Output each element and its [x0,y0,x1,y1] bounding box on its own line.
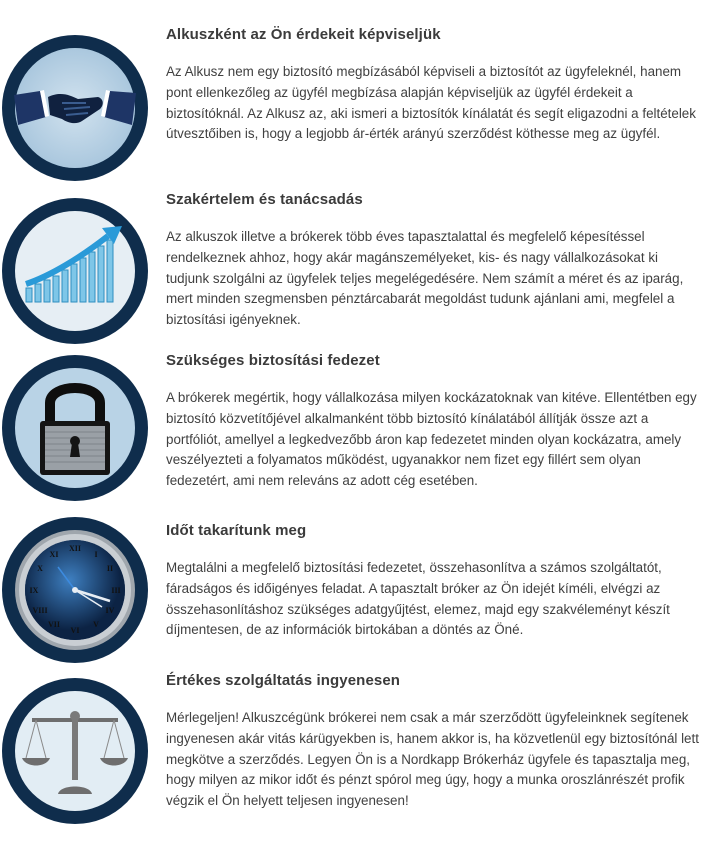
padlock-icon [0,353,150,503]
section-body: Megtalálni a megfelelő biztosítási fedezetet, összehasonlítva a számos szolgáltatót, fáradságos és időigényes feladat. A tapasztalt bróker az Ön idejét kíméli, elvégzi az összehasonlításhoz szükséges adatgyűjtést, elemez, majd egy szakvéleményt készít díjmentesen, de az információk birtokában a döntés az Öné. [166,560,670,638]
section-body: Az alkuszok illetve a brókerek több éves tapasztalattal és megfelelő képesítéssel rendelkeznek ahhoz, hogy akár magánszemélyeket, kis- és nagy vállalkozásokat ki tudjunk szolgálni az ügyfelek teljes megelégedésére. Nem számít a méret és az iparág, mert minden szegmensben pénztárcabarát megoldást tudunk ajánlani ami, megfelel a biztosítási igényeknek. [166,229,684,328]
svg-text:X: X [37,564,43,573]
section-title: Szükséges biztosítási fedezet [166,352,380,369]
section-title: Értékes szolgáltatás ingyenesen [166,672,401,689]
svg-text:V: V [93,620,99,629]
svg-text:VI: VI [70,626,80,635]
svg-text:XI: XI [49,550,59,559]
growth-chart-icon [0,196,150,346]
svg-text:I: I [94,550,98,559]
clock-icon [0,515,150,665]
svg-text:IX: IX [29,586,39,595]
section-body: Az Alkusz nem egy biztosító megbízásából képviseli a biztosítót az ügyfeleknél, hanem pont ellenkezőleg az ügyfél megbízása alapján képviseljük az ügyfél érdekeit a biztosítóknál. Az Alkusz az, aki ismeri a biztosítók kínálatát és segít eligazodni a feltételek útvesztőiben is, hogy a legjobb ár-érték arányú szerződést köthesse meg az ügyfél. [166,64,696,142]
svg-text:IV: IV [105,606,115,615]
handshake-icon [0,33,150,183]
section-body: A brókerek megértik, hogy vállalkozása milyen kockázatoknak van kitéve. Ellentétben egy biztosító közvetítőjével alkalmanként több biztosító kínálatából állítják össze azt a portfóliót, amellyel a legkedvezőbb áron kap fedezetet minden olyan kockázatra, amely veszélyezteti a folyamatos működést, ugyanakkor nem fizet egy fillért sem olyan fedezetért, ami nem releváns az adott cég esetében. [166,390,697,489]
section-title: Szakértelem és tanácsadás [166,191,363,208]
svg-text:III: III [111,586,121,595]
scales-icon [0,676,150,826]
svg-text:VIII: VIII [32,606,48,615]
section-title: Időt takarítunk meg [166,522,307,539]
svg-text:II: II [106,564,114,573]
section-body: Mérlegeljen! Alkuszcégünk brókerei nem csak a már szerződött ügyfeleinknek segítenek ingyenesen akár vitás kárügyekben is, hanem akkor is, ha közvetlenül egy biztosítónál lett megkötve a szerződés. Legyen Ön is a Nordkapp Brókerház ügyfele és tapasztalja meg, hogy milyen az mikor időt és pénzt spórol meg úgy, hogy a munka oroszlánrészét profik végzik el Ön helyett teljesen ingyenesen! [166,710,699,809]
svg-text:VII: VII [47,620,61,629]
section-title: Alkuszként az Ön érdekeit képviseljük [166,26,441,43]
svg-text:XII: XII [68,544,82,553]
